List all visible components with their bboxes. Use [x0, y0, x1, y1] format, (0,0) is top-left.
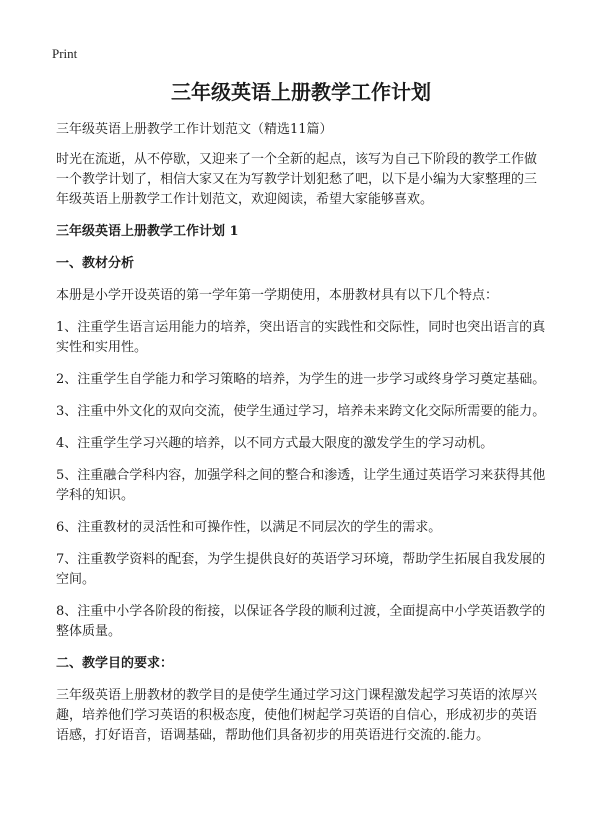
plan-heading: 三年级英语上册教学工作计划 1: [56, 224, 239, 239]
list-item: 5、注重融合学科内容，加强学科之间的整合和渗透，让学生通过英语学习来获得其他学科的知识。: [56, 468, 546, 503]
document-subtitle: 三年级英语上册教学工作计划范文（精选11篇）: [56, 122, 333, 137]
document-title: 三年级英语上册教学工作计划: [171, 80, 431, 104]
list-item: 1、注重学生语言运用能力的培养，突出语言的实践性和交际性，同时也突出语言的真实性和实用性。: [56, 320, 546, 355]
section-heading-goals: 二、教学目的要求：: [56, 656, 174, 671]
list-item: 7、注重教学资料的配套，为学生提供良好的英语学习环境，帮助学生拓展自我发展的空间。: [56, 552, 546, 587]
list-item: 4、注重学生学习兴趣的培养，以不同方式最大限度的激发学生的学习动机。: [56, 436, 494, 451]
list-item: 2、注重学生自学能力和学习策略的培养，为学生的进一步学习或终身学习奠定基础。: [56, 372, 546, 387]
feature-list: [56, 318, 546, 642]
section-lead: 本册是小学开设英语的第一学年第一学期使用，本册教材具有以下几个特点：: [56, 288, 499, 303]
goals-paragraph: 三年级英语上册教材的教学目的是使学生通过学习这门课程激发起学习英语的浓厚兴趣，培养他们学习英语的积极态度，使他们树起学习英语的自信心，形成初步的英语语感，打好语音，语调基础，帮助他们具备初步的用英语进行交流的.能力。: [56, 688, 538, 743]
list-item: 6、注重教材的灵活性和可操作性，以满足不同层次的学生的需求。: [56, 520, 442, 535]
section-heading-materials: 一、教材分析: [56, 256, 135, 271]
print-link[interactable]: Print: [52, 46, 78, 61]
intro-paragraph: 时光在流逝，从不停歇，又迎来了一个全新的起点，该写为自己下阶段的教学工作做一个教学计划了，相信大家又在为写教学计划犯愁了吧，以下是小编为大家整理的三年级英语上册教学工作计划范文，欢迎阅读，希望大家能够喜欢。: [56, 152, 538, 207]
list-item: 8、注重中小学各阶段的衔接，以保证各学段的顺利过渡，全面提高中小学英语教学的整体质量。: [56, 604, 546, 639]
list-item: 3、注重中外文化的双向交流，使学生通过学习，培养未来跨文化交际所需要的能力。: [56, 404, 546, 419]
document-body: [56, 78, 546, 758]
